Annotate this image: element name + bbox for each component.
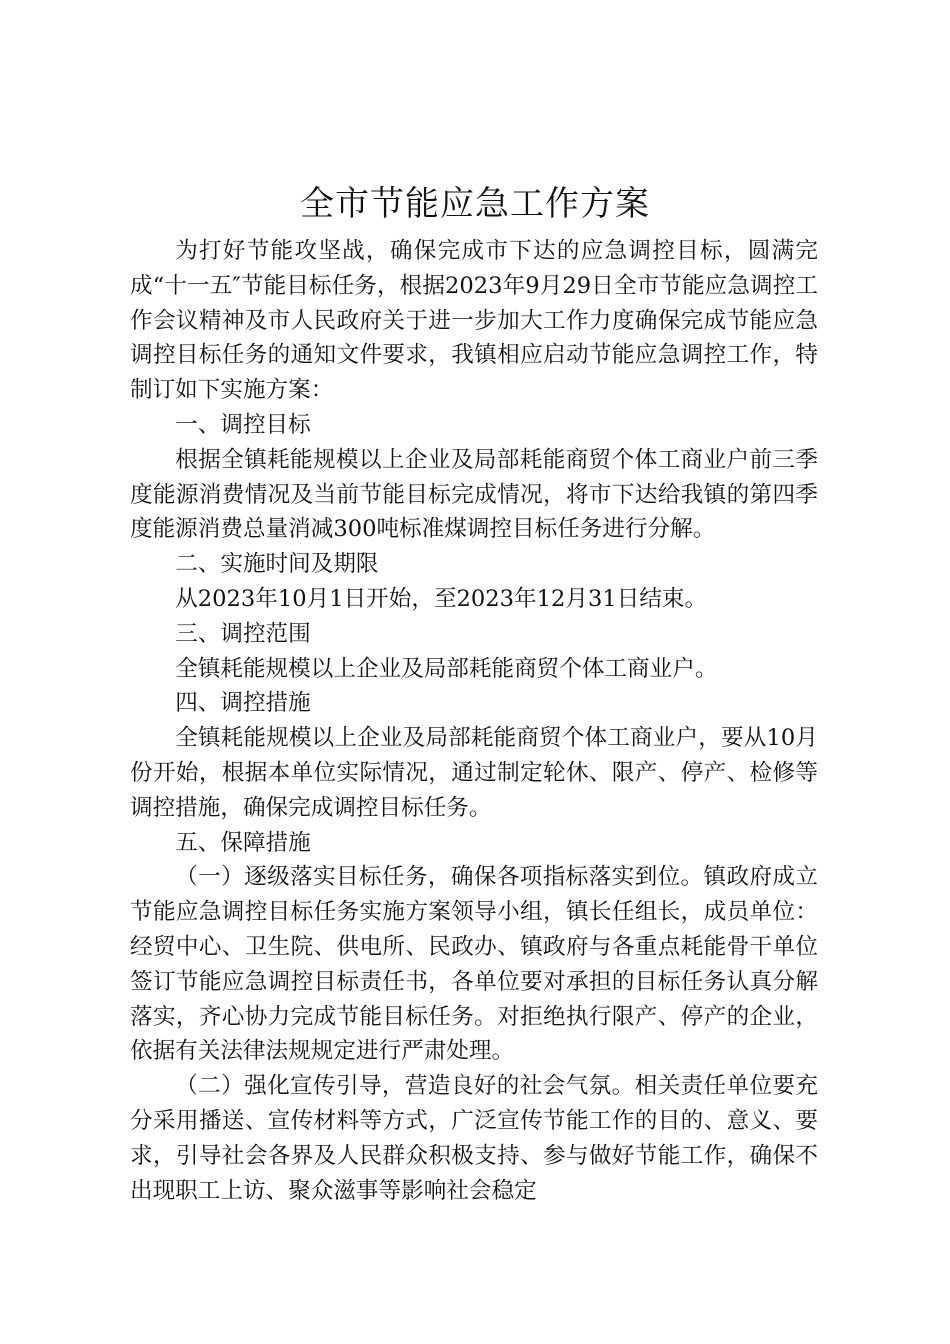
- subsection-paragraph-2: （二）强化宣传引导，营造良好的社会气氛。相关责任单位要充分采用播送、宣传材料等方式，广泛宣传节能工作的目的、意义、要求，引导社会各界及人民群众积极支持、参与做好节能工作，确保不出现职工上访、聚众滋事等影响社会稳定: [130, 1073, 818, 1204]
- section-heading-5: 五、保障措施: [175, 829, 311, 856]
- section-heading-2: 二、实施时间及期限: [175, 551, 379, 578]
- subsection-paragraph-1: （一）逐级落实目标任务，确保各项指标落实到位。镇政府成立节能应急调控目标任务实施方案领导小组，镇长任组长，成员单位：经贸中心、卫生院、供电所、民政办、镇政府与各重点耗能骨干单位签订节能应急调控目标责任书，各单位要对承担的目标任务认真分解落实，齐心协力完成节能目标任务。对拒绝执行限产、停产的企业，依据有关法律法规规定进行严肃处理。: [130, 864, 818, 1065]
- section-paragraph-4: 全镇耗能规模以上企业及局部耗能商贸个体工商业户，要从10月份开始，根据本单位实际情况，通过制定轮休、限产、停产、检修等调控措施，确保完成调控目标任务。: [130, 725, 818, 821]
- section-paragraph-1: 根据全镇耗能规模以上企业及局部耗能商贸个体工商业户前三季度能源消费情况及当前节能目标完成情况，将市下达给我镇的第四季度能源消费总量消减300吨标准煤调控目标任务进行分解。: [130, 446, 818, 543]
- section-paragraph-3: 全镇耗能规模以上企业及局部耗能商贸个体工商业户。: [175, 655, 718, 682]
- intro-paragraph: 为打好节能攻坚战，确保完成市下达的应急调控目标，圆满完成“十一五″节能目标任务，根据2023年9月29日全市节能应急调控工作会议精神及市人民政府关于进一步加大工作力度确保完成节能应急调控目标任务的通知文件要求，我镇相应启动节能应急调控工作，特制订如下实施方案：: [130, 238, 818, 404]
- document-body: [130, 234, 818, 1208]
- section-heading-1: 一、调控目标: [175, 411, 311, 438]
- section-heading-4: 四、调控措施: [175, 690, 311, 717]
- document-title: 全市节能应急工作方案: [300, 184, 650, 224]
- section-paragraph-2: 从2023年10月1日开始，至2023年12月31日结束。: [175, 585, 708, 612]
- section-heading-3: 三、调控范围: [175, 620, 311, 647]
